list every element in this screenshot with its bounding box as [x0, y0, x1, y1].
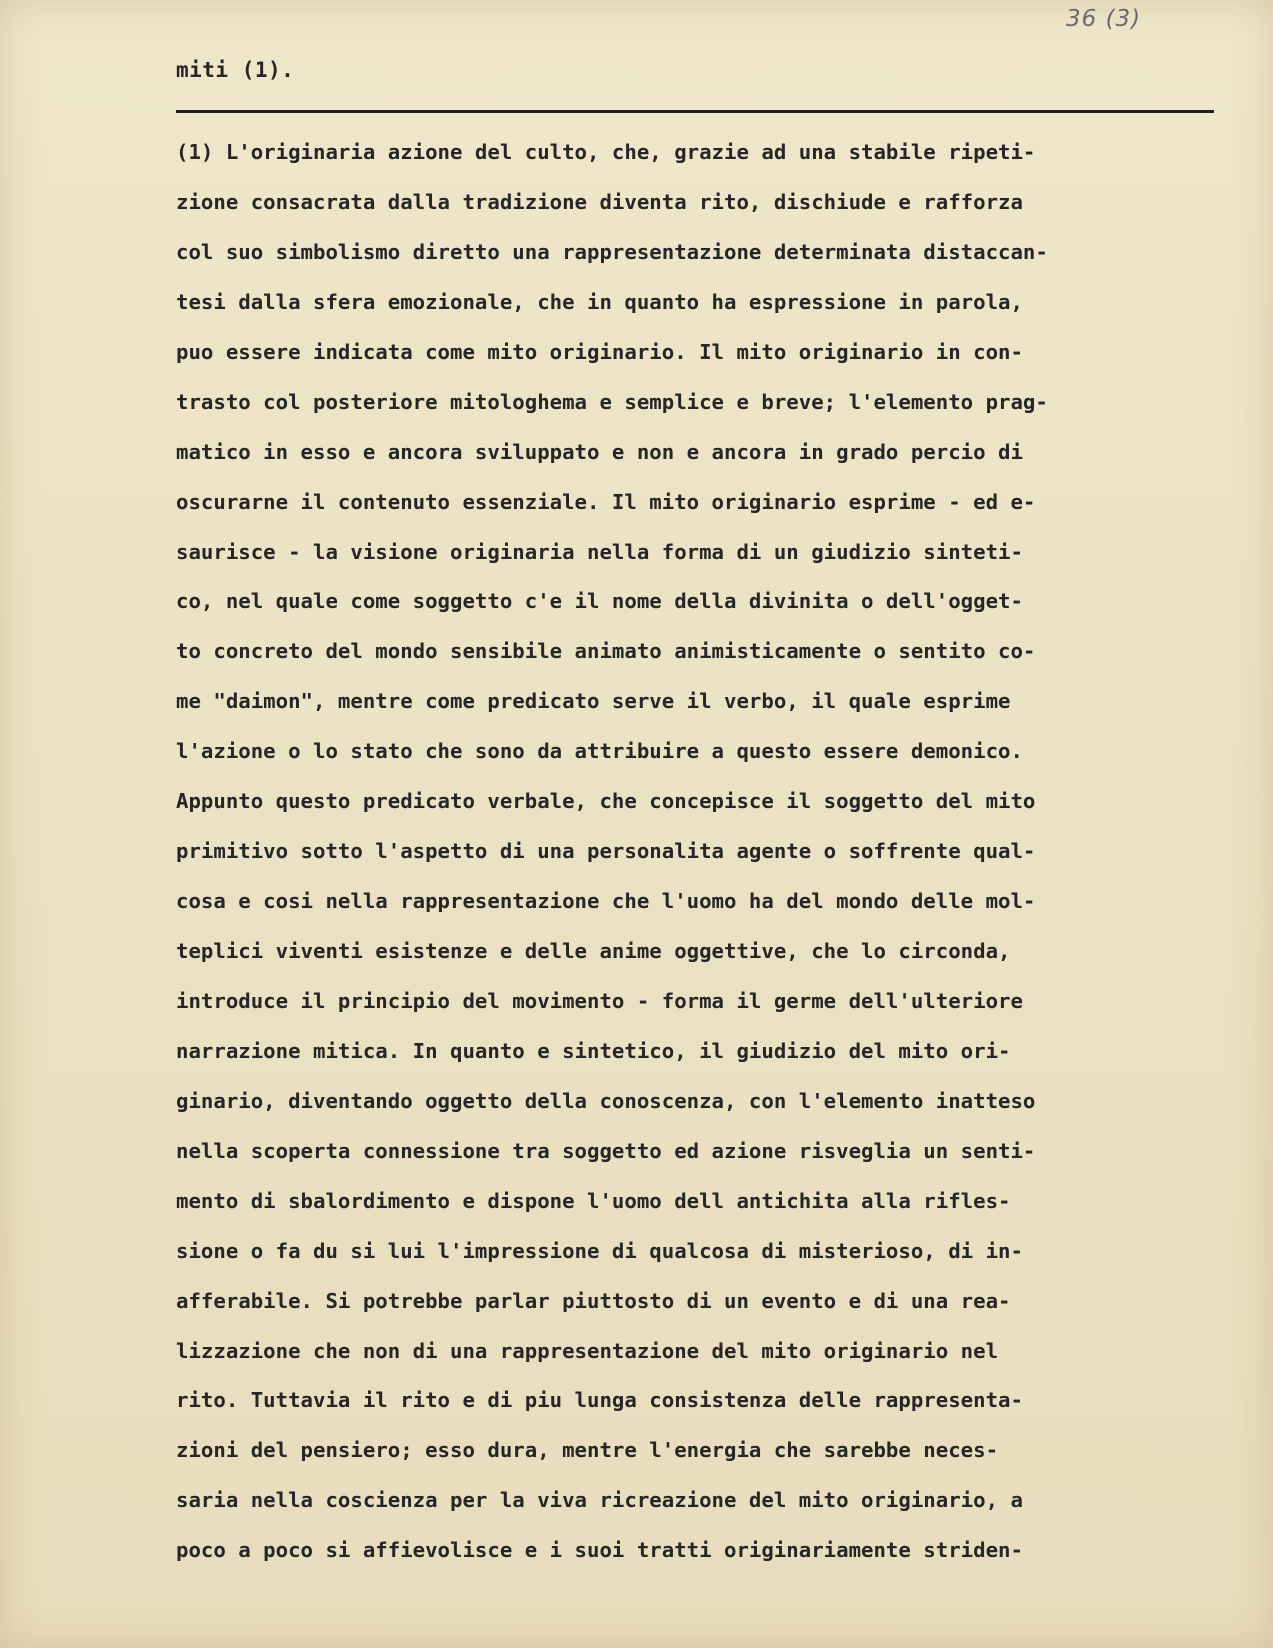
footnote-block	[176, 128, 1216, 1576]
footnote-line: l'azione o lo stato che sono da attribuire a questo essere demonico.	[176, 739, 1023, 764]
footnote-line: co, nel quale come soggetto c'e il nome della divinita o dell'ogget-	[176, 589, 1023, 614]
footnote-line: tesi dalla sfera emozionale, che in quanto ha espressione in parola,	[176, 289, 1023, 314]
footnote-line: saurisce - la visione originaria nella forma di un giudizio sinteti-	[176, 539, 1023, 564]
footnote-line: teplici viventi esistenze e delle anime oggettive, che lo circonda,	[176, 939, 1011, 963]
footnote-line: saria nella coscienza per la viva ricreazione del mito originario, a	[176, 1488, 1023, 1513]
footnote-line: afferabile. Si potrebbe parlar piuttosto di un evento e di una rea-	[176, 1288, 1011, 1313]
body-text-fragment: miti (1).	[176, 58, 295, 82]
footnote-line: narrazione mitica. In quanto e sintetico, il giudizio del mito ori-	[176, 1038, 1011, 1063]
footnote-line: oscurarne il contenuto essenziale. Il mito originario esprime - ed e-	[176, 489, 1036, 514]
page-folio-number: 36 (3)	[1066, 6, 1142, 32]
footnote-line: lizzazione che non di una rappresentazione del mito originario nel	[176, 1338, 999, 1363]
footnote-line: introduce il principio del movimento - forma il germe dell'ulteriore	[176, 988, 1023, 1013]
footnote-line: (1) L'originaria azione del culto, che, grazie ad una stabile ripeti-	[176, 140, 1036, 164]
footnote-line: puo essere indicata come mito originario. Il mito originario in con-	[176, 339, 1023, 364]
footnote-line: zioni del pensiero; esso dura, mentre l'energia che sarebbe neces-	[176, 1438, 999, 1463]
footnote-line: poco a poco si affievolisce e i suoi tratti originariamente striden-	[176, 1538, 1023, 1563]
footnote-line: ginario, diventando oggetto della conoscenza, con l'elemento inatteso	[176, 1088, 1036, 1113]
footnote-line: trasto col posteriore mitologhema e semplice e breve; l'elemento prag-	[176, 389, 1048, 414]
footnote-line: sione o fa du si lui l'impressione di qualcosa di misterioso, di in-	[176, 1238, 1023, 1263]
footnote-line: mento di sbalordimento e dispone l'uomo dell antichita alla rifles-	[176, 1188, 1011, 1213]
footnote-line: me "daimon", mentre come predicato serve il verbo, il quale esprime	[176, 689, 1011, 714]
footnote-line: to concreto del mondo sensibile animato animisticamente o sentito co-	[176, 639, 1036, 664]
footnote-line: nella scoperta connessione tra soggetto ed azione risveglia un senti-	[176, 1138, 1036, 1163]
footnote-line: zione consacrata dalla tradizione diventa rito, dischiude e rafforza	[176, 189, 1023, 214]
footnote-line: Appunto questo predicato verbale, che concepisce il soggetto del mito	[176, 789, 1036, 814]
footnote-separator-rule	[176, 110, 1214, 113]
footnote-line: primitivo sotto l'aspetto di una personalita agente o soffrente qual-	[176, 839, 1036, 864]
footnote-line: cosa e cosi nella rappresentazione che l'uomo ha del mondo delle mol-	[176, 889, 1036, 914]
footnote-line: rito. Tuttavia il rito e di piu lunga consistenza delle rappresenta-	[176, 1388, 1023, 1413]
footnote-line: matico in esso e ancora sviluppato e non e ancora in grado percio di	[176, 439, 1023, 464]
footnote-line: col suo simbolismo diretto una rappresentazione determinata distaccan-	[176, 239, 1048, 264]
